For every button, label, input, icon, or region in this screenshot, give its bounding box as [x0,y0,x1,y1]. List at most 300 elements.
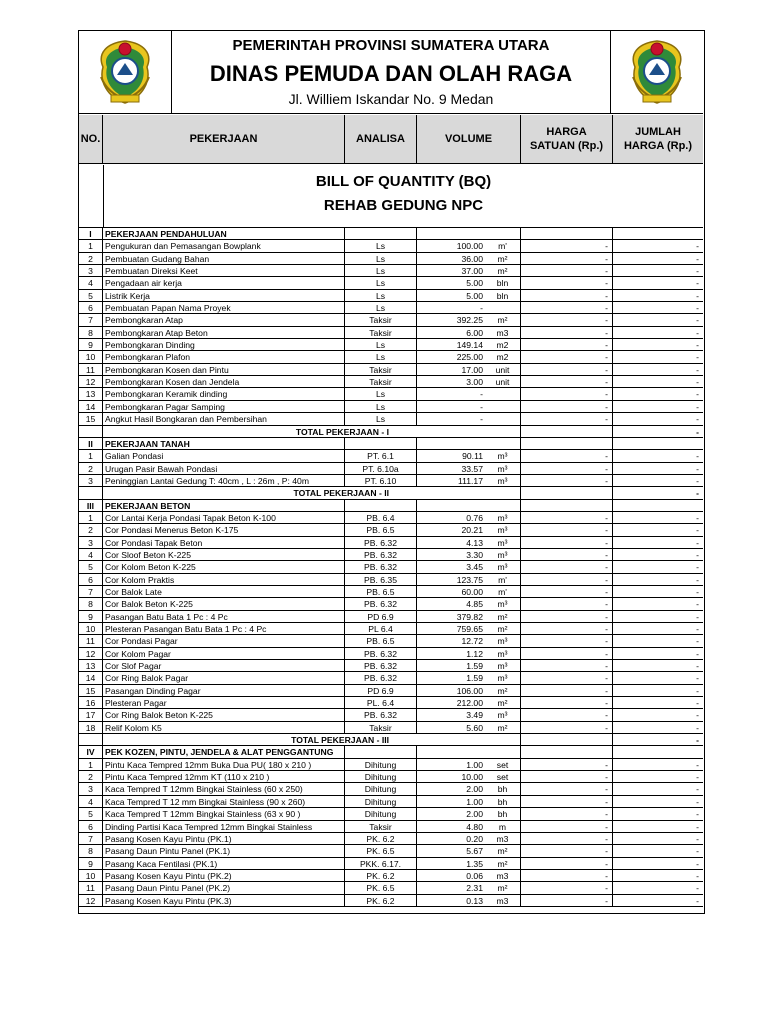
analysis-code: Dihitung [345,783,417,794]
work-description: Pembuatan Papan Nama Proyek [103,302,345,313]
boq-sheet [78,30,705,914]
total-price: - [696,278,699,289]
row-number: 8 [79,845,103,856]
row-number: 4 [79,549,103,560]
table-row [79,833,703,845]
analysis-code: Ls [345,401,417,412]
boq-title-block [103,165,703,227]
header-no: NO. [79,115,103,163]
unit-price: - [521,882,613,893]
analysis-code: PK. 6.2 [345,833,417,844]
unit-price: - [521,574,613,585]
work-description: Pasangan Batu Bata 1 Pc : 4 Pc [103,611,345,622]
row-number: III [79,500,103,511]
volume-unit: bln [485,290,521,301]
volume-unit: set [485,771,521,782]
unit-price: - [521,611,613,622]
unit-price [521,438,613,449]
unit-price: - [521,463,613,474]
table-row [79,277,703,289]
volume-unit: m² [485,845,521,856]
total-price: - [696,870,699,881]
unit-price: - [521,364,613,375]
table-row [79,401,703,413]
unit-price: - [521,685,613,696]
row-number: 1 [79,450,103,461]
work-description: Peninggian Lantai Gedung T: 40cm , L : 26m , P: 40m [103,475,345,486]
volume-value [417,746,485,757]
row-number: 5 [79,808,103,819]
work-description: Pembongkaran Atap [103,314,345,325]
work-description: Plesteran Pasangan Batu Bata 1 Pc : 4 Pc [103,623,345,634]
volume-unit: m² [485,314,521,325]
volume-value: 111.17 [457,475,483,486]
total-price: - [696,241,699,252]
analysis-code: Taksir [345,327,417,338]
table-row [79,561,703,573]
table-row [79,376,703,388]
analysis-code: PB. 6.32 [345,598,417,609]
work-description: Cor Kolom Praktis [103,574,345,585]
subtotal-row [79,734,703,746]
header-divider [79,163,703,164]
volume-value: 6.00 [466,327,483,338]
total-price: - [696,772,699,783]
work-description: Cor Kolom Beton K-225 [103,561,345,572]
work-description: Pasang Daun Pintu Panel (PK.1) [103,845,345,856]
volume-value: 123.75 [456,574,483,585]
unit-price: - [521,821,613,832]
analysis-code: Ls [345,240,417,251]
table-row [79,364,703,376]
analysis-code: PB. 6.32 [345,709,417,720]
unit-price: - [521,858,613,869]
total-price: - [696,303,699,314]
row-number: 7 [79,833,103,844]
table-row [79,524,703,536]
row-number: 15 [79,413,103,424]
volume-value: 33.57 [461,463,483,474]
work-description: Pasang Daun Pintu Panel (PK.2) [103,882,345,893]
analysis-code: PKK. 6.17. [345,858,417,869]
table-row [79,845,703,857]
volume-unit: m³ [485,672,521,683]
total-price: - [696,883,699,894]
unit-price: - [521,771,613,782]
volume-value: 37.00 [461,266,483,277]
volume-value: 0.20 [466,833,483,844]
volume-value: 5.00 [466,278,483,289]
volume-unit: m³ [485,635,521,646]
unit-price: - [521,561,613,572]
volume-value: 392.25 [456,315,483,326]
work-description: Listrik Kerja [103,290,345,301]
unit-price: - [521,660,613,671]
total-price: - [696,253,699,264]
analysis-code: Ls [345,388,417,399]
unit-price: - [521,265,613,276]
header-unit-price: HARGA SATUAN (Rp.) [521,115,613,163]
row-number: 2 [79,463,103,474]
work-description: Pasang Kaca Fentilasi (PK.1) [103,858,345,869]
volume-value: - [480,389,483,400]
table-row [79,339,703,351]
table-row [79,821,703,833]
row-number: 11 [79,882,103,893]
volume-unit: bln [485,277,521,288]
row-number: 14 [79,672,103,683]
volume-value: 1.00 [466,796,483,807]
subtotal-row [79,487,703,499]
total-price: - [696,340,699,351]
volume-value: - [480,401,483,412]
total-price: - [696,525,699,536]
work-description: Pintu Kaca Tempred 12mm Buka Dua PU( 180 x 210 ) [103,759,345,770]
volume-value: 106.00 [456,685,483,696]
volume-unit: m2 [485,339,521,350]
work-description: Relif Kolom K5 [103,722,345,733]
unit-price: - [521,450,613,461]
total-price: - [696,549,699,560]
volume-unit: m² [485,253,521,264]
unit-price: - [521,895,613,906]
row-number [79,734,103,745]
volume-value: 36.00 [461,253,483,264]
volume-value [417,426,485,437]
analysis-code: Ls [345,277,417,288]
table-row [79,611,703,623]
volume-unit: m³ [485,660,521,671]
table-row [79,808,703,820]
volume-value: 1.35 [466,858,483,869]
volume-value: 4.85 [466,599,483,610]
logo-left-cell [79,31,172,113]
work-description: Pengukuran dan Pemasangan Bowplank [103,240,345,251]
volume-value: 3.00 [466,377,483,388]
total-price: - [696,562,699,573]
volume-value: 149.14 [456,340,483,351]
table-row [79,512,703,524]
total-price: - [696,624,699,634]
volume-value: 225.00 [456,352,483,363]
analysis-code: PL. 6.4 [345,697,417,708]
analysis-code: Dihitung [345,759,417,770]
unit-price: - [521,314,613,325]
row-number: 6 [79,302,103,313]
row-number: 3 [79,475,103,486]
table-row [79,537,703,549]
total-price: - [696,661,699,672]
unit-price: - [521,586,613,597]
work-description: Pengadaan air kerja [103,277,345,288]
volume-value: 10.00 [461,772,483,783]
analysis-code: PK. 6.2 [345,870,417,881]
volume-unit: m³ [485,561,521,572]
volume-value: 5.60 [466,722,483,733]
row-number [79,487,103,498]
unit-price: - [521,833,613,844]
total-price: - [696,685,699,696]
table-row [79,302,703,314]
volume-value [417,487,485,498]
analysis-code: PB. 6.32 [345,660,417,671]
row-number: 3 [79,265,103,276]
section-row [79,438,703,450]
section-row [79,746,703,758]
total-price: - [696,599,699,610]
analysis-code [345,746,417,757]
row-number: 13 [79,660,103,671]
work-description: Cor Sloof Beton K-225 [103,549,345,560]
total-price: - [696,451,699,462]
volume-unit [485,302,521,313]
analysis-code: Dihitung [345,808,417,819]
government-name: PEMERINTAH PROVINSI SUMATERA UTARA [232,37,550,54]
row-number: 8 [79,327,103,338]
total-price [613,746,703,757]
row-number: 1 [79,759,103,770]
analysis-code: Ls [345,253,417,264]
total-price: - [696,401,699,412]
volume-value: 759.65 [456,624,483,634]
total-price: - [696,735,699,746]
unit-price [521,228,613,239]
volume-value: 4.80 [466,821,483,832]
total-price: - [696,586,699,597]
volume-unit [485,228,521,239]
unit-price: - [521,512,613,523]
analysis-code: PT. 6.1 [345,450,417,461]
work-description: Cor Balok Late [103,586,345,597]
analysis-code: Ls [345,413,417,424]
total-price: - [696,475,699,486]
table-row [79,771,703,783]
work-description: Pembuatan Gudang Bahan [103,253,345,264]
table-row [79,463,703,475]
unit-price: - [521,376,613,387]
work-description: Pasangan Dinding Pagar [103,685,345,696]
analysis-code: Taksir [345,314,417,325]
volume-value: 3.30 [466,549,483,560]
total-price: - [696,512,699,523]
analysis-code: PK. 6.2 [345,895,417,906]
work-description: Pasang Kosen Kayu Pintu (PK.1) [103,833,345,844]
unit-price: - [521,413,613,424]
table-row [79,598,703,610]
volume-value: - [480,303,483,314]
volume-value: 0.13 [466,895,483,906]
row-number: 12 [79,648,103,659]
boq-table-body [79,228,703,907]
letterhead [79,31,703,114]
work-description: Cor Slof Pagar [103,660,345,671]
volume-unit: m² [485,623,521,634]
row-number: 9 [79,858,103,869]
total-price: - [696,784,699,795]
analysis-code: PB. 6.4 [345,512,417,523]
work-description: PEKERJAAN PENDAHULUAN [103,228,345,239]
work-description: Pembongkaran Pagar Samping [103,401,345,412]
volume-value: 17.00 [461,364,483,375]
section-row [79,228,703,240]
unit-price: - [521,524,613,535]
unit-price: - [521,327,613,338]
table-row [79,648,703,660]
work-description: Cor Ring Balok Beton K-225 [103,709,345,720]
work-description: Cor Pondasi Pagar [103,635,345,646]
work-description: Kaca Tempred T 12mm Bingkai Stainless (63 x 90 ) [103,808,345,819]
north-sumatra-emblem-icon [625,37,689,107]
analysis-code: PB. 6.32 [345,648,417,659]
work-description: Pasang Kosen Kayu Pintu (PK.3) [103,895,345,906]
row-number: 10 [79,870,103,881]
total-price: - [696,611,699,622]
unit-price: - [521,351,613,362]
row-number: 2 [79,771,103,782]
analysis-code: PB. 6.5 [345,586,417,597]
unit-price: - [521,598,613,609]
table-row [79,709,703,721]
table-header [79,115,703,163]
total-price: - [696,488,699,499]
volume-unit [485,413,521,424]
volume-value: 12.72 [461,636,483,647]
volume-value: 2.00 [466,809,483,820]
table-row [79,895,703,907]
volume-unit: bh [485,796,521,807]
work-description: Pembuatan Direksi Keet [103,265,345,276]
total-price: - [696,327,699,338]
work-description: Pembongkaran Keramik dinding [103,388,345,399]
total-price [613,500,703,511]
row-number: 13 [79,388,103,399]
volume-unit: m' [485,574,521,585]
volume-value [417,228,485,239]
volume-unit [485,500,521,511]
volume-unit: m² [485,611,521,622]
unit-price: - [521,709,613,720]
north-sumatra-emblem-icon [93,37,157,107]
total-price: - [696,537,699,548]
row-number: 11 [79,635,103,646]
volume-unit: m3 [485,327,521,338]
total-price: - [696,710,699,721]
volume-unit: m³ [485,524,521,535]
table-row [79,314,703,326]
work-description: PEKERJAAN TANAH [103,438,345,449]
work-description: Urugan Pasir Bawah Pondasi [103,463,345,474]
volume-unit: unit [485,364,521,375]
analysis-code: PB. 6.35 [345,574,417,585]
table-row [79,796,703,808]
unit-price: - [521,870,613,881]
volume-value [417,734,485,745]
work-description: Kaca Tempred T 12mm Bingkai Stainless (60 x 250) [103,783,345,794]
volume-unit: m² [485,265,521,276]
volume-unit [485,401,521,412]
header-analysis: ANALISA [345,115,417,163]
work-description: Dinding Partisi Kaca Tempred 12mm Bingkai Stainless [103,821,345,832]
row-number: 4 [79,277,103,288]
unit-price: - [521,549,613,560]
unit-price: - [521,796,613,807]
analysis-code: PT. 6.10a [345,463,417,474]
row-number: 15 [79,685,103,696]
unit-price: - [521,635,613,646]
table-row [79,660,703,672]
table-row [79,388,703,400]
volume-unit: m² [485,858,521,869]
volume-unit: m [485,821,521,832]
work-description: Pembongkaran Atap Beton [103,327,345,338]
total-price: - [696,636,699,647]
total-price: - [696,574,699,585]
row-number: 9 [79,611,103,622]
unit-price [521,734,613,745]
unit-price: - [521,759,613,770]
total-price [613,228,703,239]
unit-price: - [521,290,613,301]
work-description: TOTAL PEKERJAAN - I [295,426,389,437]
table-row [79,870,703,882]
volume-unit: m2 [485,351,521,362]
unit-price: - [521,339,613,350]
row-number: 17 [79,709,103,720]
volume-unit: m³ [485,648,521,659]
volume-unit: bh [485,783,521,794]
volume-unit: m³ [485,450,521,461]
volume-value: - [480,414,483,425]
analysis-code: PD 6.9 [345,685,417,696]
table-row [79,549,703,561]
table-row [79,697,703,709]
analysis-code: PB. 6.32 [345,549,417,560]
work-description: TOTAL PEKERJAAN - II [293,488,389,499]
table-row [79,623,703,635]
volume-value: 2.00 [466,784,483,795]
total-price: - [696,673,699,684]
volume-value [417,500,485,511]
total-price: - [696,426,699,437]
table-row [79,722,703,734]
table-row [79,635,703,647]
work-description: Cor Lantai Kerja Pondasi Tapak Beton K-100 [103,512,345,523]
work-description: PEKERJAAN BETON [103,500,345,511]
unit-price: - [521,722,613,733]
total-price: - [696,463,699,474]
work-description: Galian Pondasi [103,450,345,461]
unit-price: - [521,648,613,659]
total-price: - [696,414,699,425]
row-number: 8 [79,598,103,609]
total-price: - [696,858,699,869]
analysis-code: Ls [345,339,417,350]
row-number: 14 [79,401,103,412]
volume-value: 2.31 [466,883,483,894]
volume-unit [485,388,521,399]
table-row [79,882,703,894]
work-description: Angkut Hasil Bongkaran dan Pembersihan [103,413,345,424]
unit-price: - [521,783,613,794]
analysis-code: PB. 6.32 [345,561,417,572]
table-row [79,672,703,684]
row-number: 9 [79,339,103,350]
volume-value: 379.82 [456,611,483,622]
volume-unit [485,734,521,745]
work-description: Pembongkaran Kosen dan Jendela [103,376,345,387]
unit-price: - [521,253,613,264]
analysis-code: PK. 6.5 [345,882,417,893]
